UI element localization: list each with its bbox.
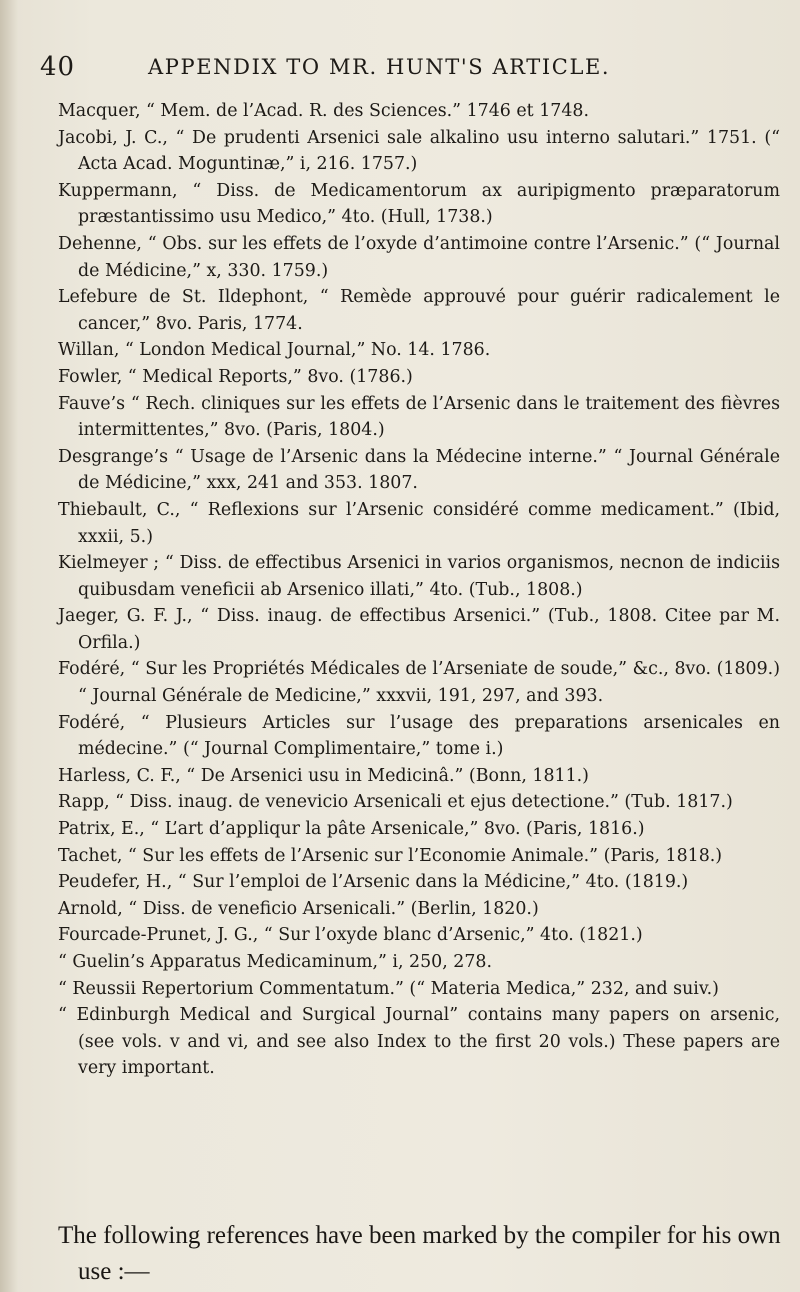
- reference-entry: “ Reussii Repertorium Commentatum.” (“ Materia Medica,” 232, and suiv.): [58, 978, 719, 999]
- running-head: APPENDIX TO MR. HUNT'S ARTICLE.: [148, 55, 611, 79]
- reference-entry: Fodéré, “ Plusieurs Articles sur l’usage des preparations arsenicales en médecine.” (“ Journal Complimentaire,” tome i.): [58, 712, 780, 760]
- reference-entry: Fodéré, “ Sur les Propriétés Médicales de l’Arseniate de soude,” &c., 8vo. (1809.) “ Journal Générale de Medicine,” xxxvii, 191, 297, and 393.: [58, 659, 780, 707]
- reference-entry: Macquer, “ Mem. de l’Acad. R. des Sciences.” 1746 et 1748.: [58, 101, 589, 121]
- reference-entry: Harless, C. F., “ De Arsenici usu in Medicinâ.” (Bonn, 1811.): [58, 765, 589, 786]
- reference-list: [58, 98, 780, 1082]
- reference-entry: Fauve’s “ Rech. cliniques sur les effets de l’Arsenic dans le traitement des fièvres intermittentes,” 8vo. (Paris, 1804.): [58, 393, 780, 441]
- page-number: 40: [40, 52, 76, 82]
- reference-entry: Kuppermann, “ Diss. de Medicamentorum ax auripigmento præparatorum præstantissimo usu Medico,” 4to. (Hull, 1738.): [58, 180, 780, 228]
- reference-entry: “ Guelin’s Apparatus Medicaminum,” i, 250, 278.: [58, 952, 493, 972]
- reference-entry: Arnold, “ Diss. de veneficio Arsenicali.” (Berlin, 1820.): [58, 898, 539, 919]
- reference-entry: Rapp, “ Diss. inaug. de venevicio Arsenicali et ejus detectione.” (Tub. 1817.): [58, 792, 733, 813]
- reference-entry: Willan, “ London Medical Journal,” No. 14. 1786.: [58, 340, 491, 361]
- reference-entry: Thiebault, C., “ Reflexions sur l’Arsenic considéré comme medicament.” (Ibid, xxxii, 5.): [58, 499, 780, 547]
- reference-entry: Fourcade-Prunet, J. G., “ Sur l’oxyde blanc d’Arsenic,” 4to. (1821.): [58, 925, 643, 946]
- closing-note-text: The following references have been marked by the compiler for his own use :—: [58, 1222, 781, 1285]
- reference-entry: Kielmeyer ; “ Diss. de effectibus Arsenici in varios organismos, necnon de indiciis quibusdam veneficii ab Arsenico illati,” 4to. (Tub., 1808.): [58, 553, 780, 600]
- page-header: [40, 52, 760, 92]
- reference-entry: Patrix, E., “ L’art d’appliqur la pâte Arsenicale,” 8vo. (Paris, 1816.): [58, 819, 645, 840]
- reference-entry: “ Edinburgh Medical and Surgical Journal” contains many papers on arsenic, (see vols. v and vi, and see also Index to the first 20 vols.) These papers are very important.: [58, 1005, 780, 1079]
- reference-entry: Dehenne, “ Obs. sur les effets de l’oxyde d’antimoine contre l’Arsenic.” (“ Journal de Médicine,” x, 330. 1759.): [58, 233, 780, 281]
- reference-entry: Tachet, “ Sur les effets de l’Arsenic sur l’Economie Animale.” (Paris, 1818.): [58, 845, 723, 866]
- reference-entry: Lefebure de St. Ildephont, “ Remède approuvé pour guérir radicalement le cancer,” 8vo. Paris, 1774.: [58, 287, 780, 334]
- reference-entry: Fowler, “ Medical Reports,” 8vo. (1786.): [58, 366, 413, 387]
- reference-entry: Desgrange’s “ Usage de l’Arsenic dans la Médecine interne.” “ Journal Générale de Médicine,” xxx, 241 and 353. 1807.: [58, 446, 780, 494]
- closing-note: [58, 1218, 788, 1290]
- reference-entry: Jaeger, G. F. J., “ Diss. inaug. de effectibus Arsenici.” (Tub., 1808. Citee par M. Orfila.): [58, 606, 780, 653]
- reference-entry: Peudefer, H., “ Sur l’emploi de l’Arsenic dans la Médicine,” 4to. (1819.): [58, 872, 689, 893]
- reference-entry: Jacobi, J. C., “ De prudenti Arsenici sale alkalino usu interno salutari.” 1751. (“ Acta Acad. Moguntinæ,” i, 216. 1757.): [58, 127, 780, 175]
